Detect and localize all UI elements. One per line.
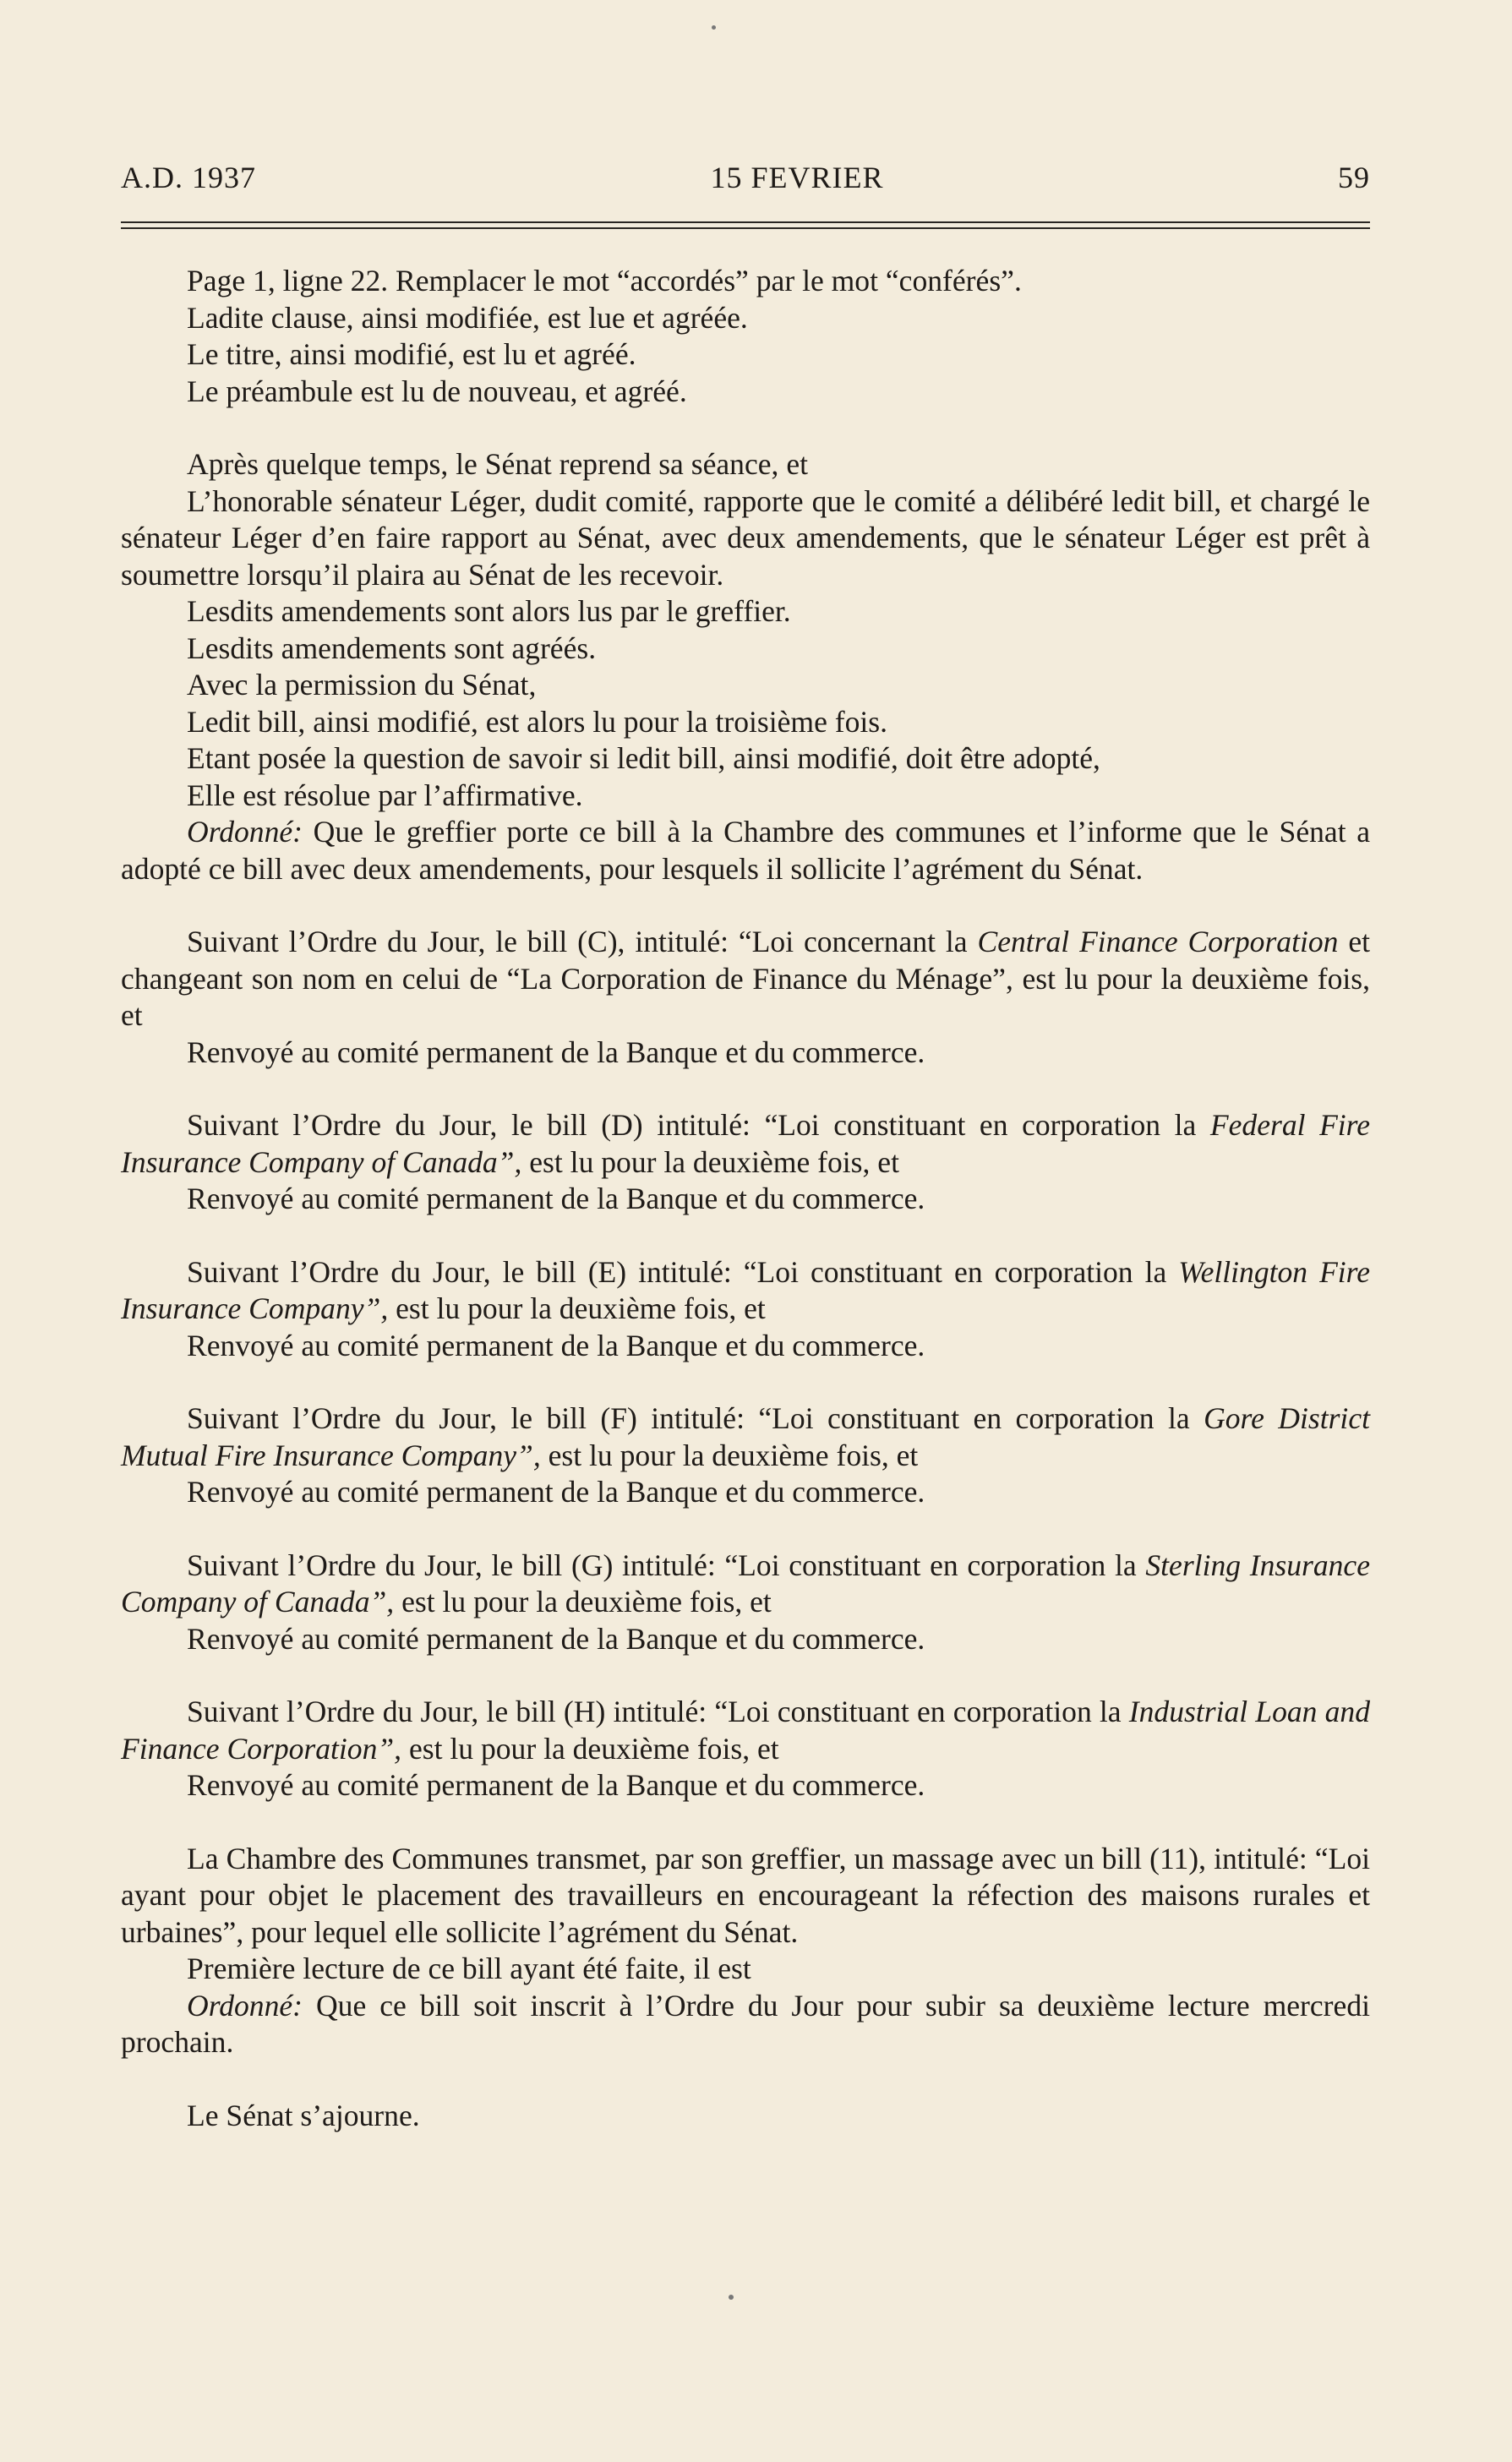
- bill-c-referral: Renvoyé au comité permanent de la Banque et du commerce.: [187, 1034, 925, 1069]
- bill-h-name: Industrial Loan and Finance Corporation”,: [121, 1695, 1370, 1766]
- paragraph: Lesdits amendements sont agréés.: [187, 631, 597, 665]
- bill-e-paragraph: [121, 1254, 1370, 1328]
- ordonne-text: Que ce bill soit inscrit à l’Ordre du Jour pour subir sa deuxième lecture mercredi prochain.: [121, 1988, 1370, 2059]
- bill-c-text-end: et changeant son nom en celui de “La Corporation de Finance du Ménage”, est lu pour la deuxième fois, et: [121, 925, 1370, 1032]
- header-double-rule: [121, 221, 1370, 229]
- paragraph: Après quelque temps, le Sénat reprend sa séance, et: [187, 447, 808, 481]
- bill-d-paragraph: [121, 1107, 1370, 1181]
- bill-d-text-end: est lu pour la deuxième fois, et: [521, 1144, 899, 1179]
- bill-f-name: Gore District Mutual Fire Insurance Company”,: [121, 1401, 1370, 1472]
- document-body: [121, 263, 1370, 2134]
- ordonne-label: Ordonné:: [187, 1988, 303, 2023]
- first-reading-paragraph: Première lecture de ce bill ayant été faite, il est: [187, 1952, 751, 1985]
- bill-e-name: Wellington Fire Insurance Company”,: [121, 1254, 1371, 1325]
- bill-g-referral: Renvoyé au comité permanent de la Banque et du commerce.: [187, 1621, 925, 1656]
- bill-e-text: Suivant l’Ordre du Jour, le bill (E) intitulé: “Loi constituant en corporation la: [187, 1254, 1179, 1289]
- paragraph: Avec la permission du Sénat,: [187, 668, 537, 701]
- paragraph: L’honorable sénateur Léger, dudit comité, rapporte que le comité a délibéré ledit bill, et chargé le sénateur Léger d’en faire rapport au Sénat, avec deux amendements, que le sénateur Léger est prêt à soumettre lorsqu’il plaira au Sénat de les recevoir.: [121, 483, 1370, 592]
- bill-e-referral: Renvoyé au comité permanent de la Banque et du commerce.: [187, 1328, 925, 1362]
- paragraph: Lesdits amendements sont alors lus par le greffier.: [187, 594, 791, 628]
- bill-h-paragraph: [121, 1694, 1370, 1767]
- bill-g-text-end: est lu pour la deuxième fois, et: [394, 1585, 772, 1619]
- paragraph: [121, 814, 1370, 887]
- commons-message-paragraph: La Chambre des Communes transmet, par son greffier, un massage avec un bill (11), intitulé: “Loi ayant pour objet le placement des travailleurs en encourageant la réfection des maisons rurales et urbaines”, pour lequel elle sollicite l’agrément du Sénat.: [121, 1841, 1370, 1949]
- bill-g-name: Sterling Insurance Company of Canada”,: [121, 1548, 1370, 1619]
- bill-f-text: Suivant l’Ordre du Jour, le bill (F) intitulé: “Loi constituant en corporation la: [187, 1401, 1204, 1435]
- paragraph: Le préambule est lu de nouveau, et agréé.: [187, 374, 687, 408]
- ordonne-label: Ordonné:: [187, 815, 303, 849]
- bill-h-referral: Renvoyé au comité permanent de la Banque et du commerce.: [187, 1768, 925, 1802]
- page-header: [121, 159, 1370, 196]
- print-speck: [729, 2295, 734, 2300]
- bill-d-text: Suivant l’Ordre du Jour, le bill (D) intitulé: “Loi constituant en corporation la: [187, 1108, 1210, 1142]
- paragraph: Page 1, ligne 22. Remplacer le mot “accordés” par le mot “conférés”.: [187, 264, 1022, 298]
- header-date: 15 FEVRIER: [710, 161, 884, 194]
- bill-d-referral: Renvoyé au comité permanent de la Banque et du commerce.: [187, 1182, 925, 1215]
- paragraph: Elle est résolue par l’affirmative.: [187, 778, 583, 812]
- paragraph: Ledit bill, ainsi modifié, est alors lu pour la troisième fois.: [187, 704, 888, 739]
- paragraph: Ladite clause, ainsi modifiée, est lue et agréée.: [187, 300, 748, 335]
- paragraph: Le titre, ainsi modifié, est lu et agréé.: [187, 337, 636, 371]
- bill-f-referral: Renvoyé au comité permanent de la Banque et du commerce.: [187, 1475, 925, 1509]
- paragraph: Etant posée la question de savoir si ledit bill, ainsi modifié, doit être adopté,: [187, 741, 1100, 775]
- bill-h-text-end: est lu pour la deuxième fois, et: [401, 1731, 779, 1766]
- bill-h-text: Suivant l’Ordre du Jour, le bill (H) intitulé: “Loi constituant en corporation la: [187, 1695, 1129, 1728]
- bill-f-paragraph: [121, 1400, 1370, 1474]
- bill-c-name: Central Finance Corporation: [977, 925, 1339, 958]
- page-number: 59: [1337, 161, 1370, 194]
- bill-d-name: Federal Fire Insurance Company of Canada”,: [121, 1108, 1370, 1179]
- bill-c-text: Suivant l’Ordre du Jour, le bill (C), intitulé: “Loi concernant la: [187, 925, 978, 958]
- print-speck: [712, 25, 716, 30]
- bill-g-text: Suivant l’Ordre du Jour, le bill (G) intitulé: “Loi constituant en corporation la: [187, 1548, 1146, 1582]
- second-order-paragraph: [121, 1988, 1370, 2061]
- adjournment: Le Sénat s’ajourne.: [187, 2098, 420, 2132]
- bill-c-paragraph: [121, 924, 1370, 1034]
- header-year: A.D. 1937: [121, 161, 256, 194]
- bill-f-text-end: est lu pour la deuxième fois, et: [540, 1438, 919, 1472]
- bill-g-paragraph: [121, 1548, 1370, 1621]
- ordonne-text: Que le greffier porte ce bill à la Chambre des communes et l’informe que le Sénat a adopté ce bill avec deux amendements, pour lesquels il sollicite l’agrément du Sénat.: [121, 815, 1370, 886]
- bill-e-text-end: est lu pour la deuxième fois, et: [388, 1291, 766, 1325]
